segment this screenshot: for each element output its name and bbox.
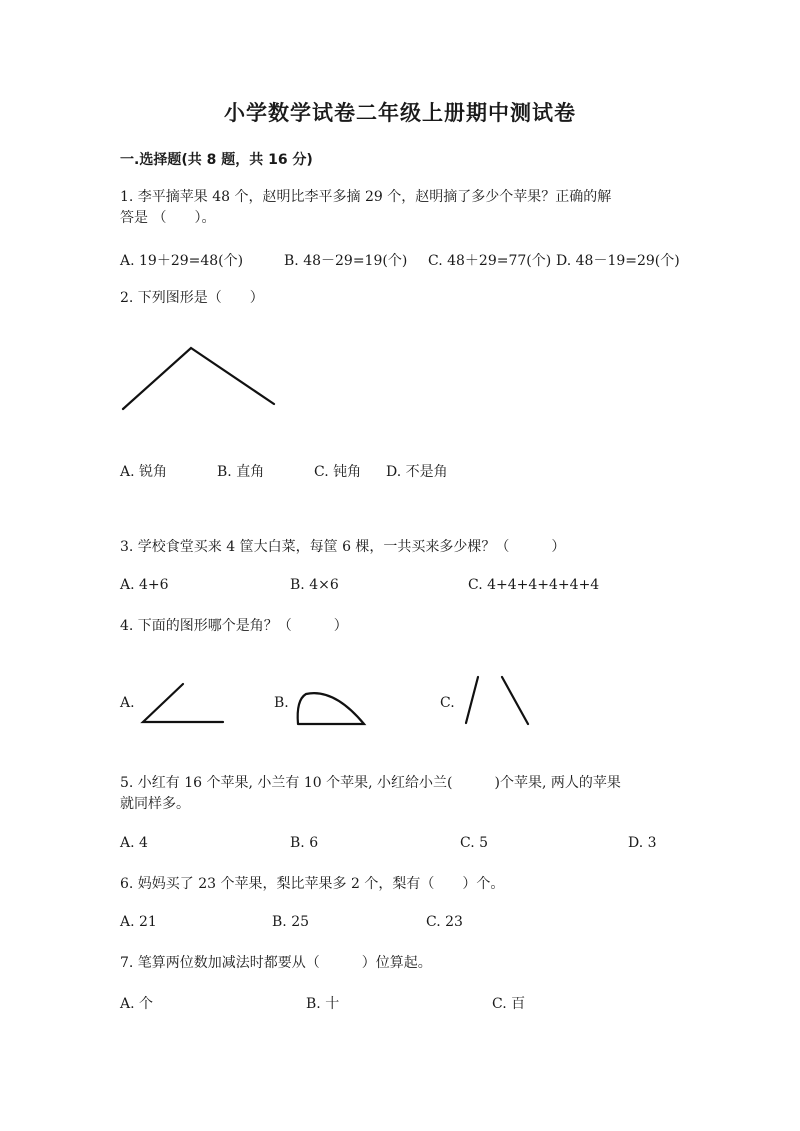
question-3-option-c[interactable]: C. 4+4+4+4+4+4 — [468, 577, 600, 593]
question-4-stem: 4. 下面的图形哪个是角？（ ） — [120, 618, 348, 634]
question-7-option-c[interactable]: C. 百 — [492, 996, 526, 1012]
option-c-right-line — [502, 677, 528, 724]
question-6-option-b[interactable]: B. 25 — [272, 914, 310, 930]
option-b-curve-path — [298, 693, 364, 724]
question-3-option-a[interactable]: A. 4+6 — [120, 577, 169, 593]
question-1-option-b[interactable]: B. 48－29=19(个) — [284, 253, 408, 269]
question-7-stem: 7. 笔算两位数加减法时都要从（ ）位算起。 — [120, 955, 432, 971]
option-a-angle-lines — [143, 684, 223, 722]
question-1-option-c[interactable]: C. 48＋29=77(个) — [428, 253, 552, 269]
question-1-stem-line2: 答是 （ ）。 — [120, 210, 216, 226]
question-2-stem: 2. 下列图形是（ ） — [120, 290, 264, 306]
question-2-option-b[interactable]: B. 直角 — [217, 464, 265, 480]
question-3-option-b[interactable]: B. 4×6 — [290, 577, 339, 593]
question-6-option-a[interactable]: A. 21 — [120, 914, 157, 930]
question-5-option-b[interactable]: B. 6 — [290, 835, 319, 851]
section-heading: 一.选择题(共 8 题，共 16 分) — [120, 152, 313, 168]
question-4-option-c[interactable]: C. — [440, 695, 455, 711]
question-7-option-a[interactable]: A. 个 — [120, 996, 154, 1012]
question-5-option-c[interactable]: C. 5 — [460, 835, 489, 851]
question-4-option-b[interactable]: B. — [274, 695, 289, 711]
question-5-stem-line1: 5. 小红有 16 个苹果, 小兰有 10 个苹果, 小红给小兰( )个苹果, 两人的苹果 — [120, 775, 621, 791]
obtuse-angle-figure — [120, 345, 280, 415]
question-5-option-d[interactable]: D. 3 — [628, 835, 657, 851]
question-1-stem-line1: 1. 李平摘苹果 48 个，赵明比李平多摘 29 个，赵明摘了多少个苹果？正确的解 — [120, 189, 612, 205]
option-c-left-line — [466, 677, 478, 723]
obtuse-angle-lines — [123, 348, 274, 409]
question-2-option-d[interactable]: D. 不是角 — [386, 464, 448, 480]
option-b-curve-figure — [294, 688, 369, 728]
question-2-option-a[interactable]: A. 锐角 — [120, 464, 168, 480]
option-a-angle-figure — [140, 682, 230, 727]
question-3-stem: 3. 学校食堂买来 4 筐大白菜，每筐 6 棵，一共买来多少棵？（ ） — [120, 539, 566, 555]
question-5-option-a[interactable]: A. 4 — [120, 835, 148, 851]
question-6-option-c[interactable]: C. 23 — [426, 914, 463, 930]
question-4-option-a[interactable]: A. — [120, 695, 135, 711]
question-5-stem-line2: 就同样多。 — [120, 796, 190, 812]
page-title: 小学数学试卷二年级上册期中测试卷 — [224, 101, 576, 125]
question-7-option-b[interactable]: B. 十 — [306, 996, 340, 1012]
question-6-stem: 6. 妈妈买了 23 个苹果，梨比苹果多 2 个，梨有（ ）个。 — [120, 876, 505, 892]
question-2-option-c[interactable]: C. 钝角 — [314, 464, 362, 480]
question-1-option-d[interactable]: D. 48－19=29(个) — [556, 253, 680, 269]
option-c-lines-figure — [460, 674, 535, 729]
question-1-option-a[interactable]: A. 19＋29=48(个) — [120, 253, 244, 269]
